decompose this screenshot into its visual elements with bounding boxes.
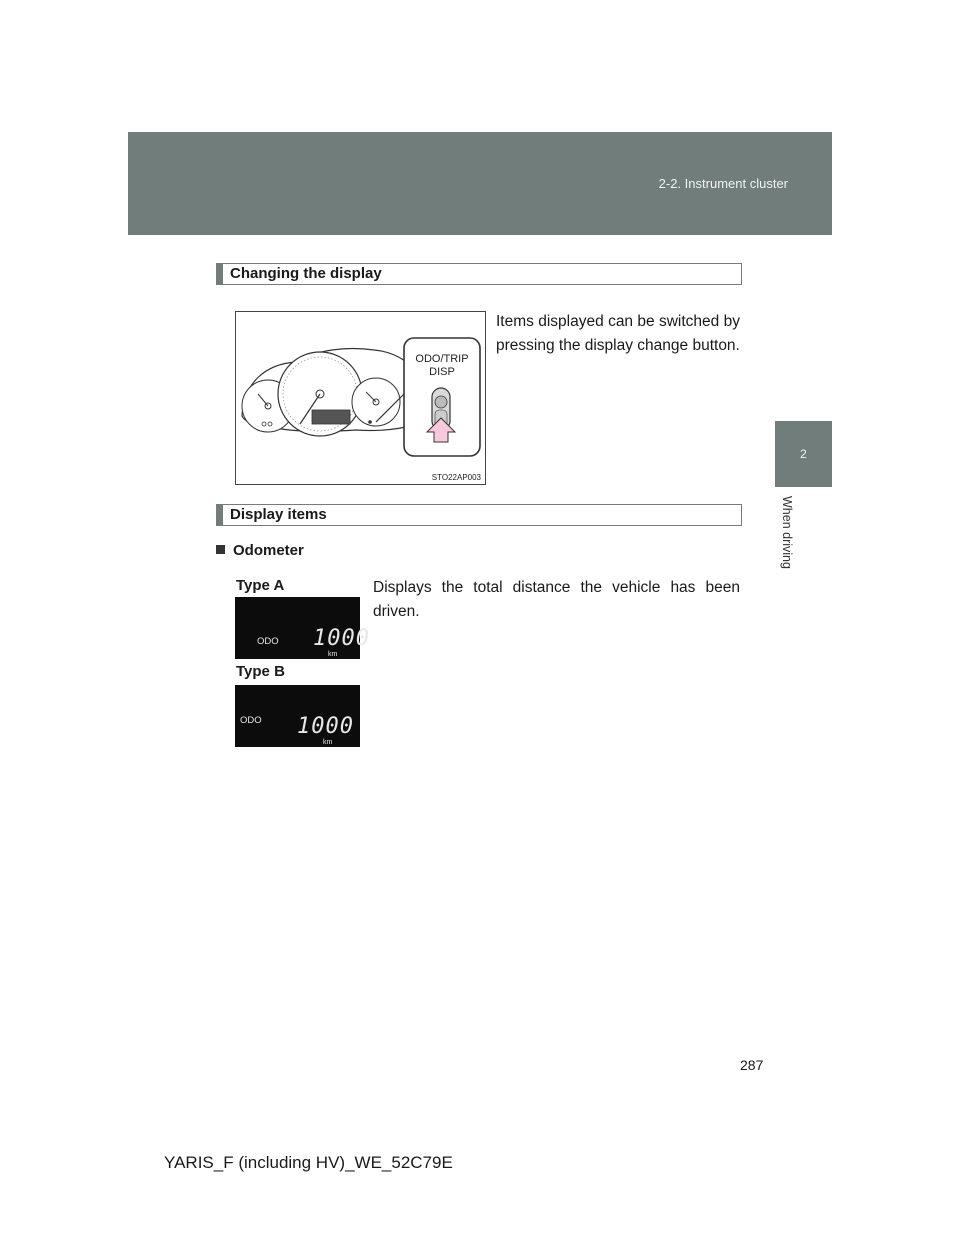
odometer-title: Odometer	[233, 542, 304, 559]
heading-display-items	[216, 504, 742, 526]
footer-document-id: YARIS_F (including HV)_WE_52C79E	[164, 1153, 453, 1172]
odometer-description: Displays the total distance the vehicle has been driven.	[373, 579, 740, 620]
odometer-display-type-b	[235, 685, 360, 747]
heading-accent-bar	[217, 505, 223, 525]
lcd-unit: km	[328, 651, 338, 658]
lcd-value: 1000	[313, 626, 370, 651]
odometer-display-type-a	[235, 597, 370, 659]
button-label-line1: ODO/TRIP	[415, 353, 469, 365]
section-label: 2-2. Instrument cluster	[658, 176, 788, 191]
square-bullet-icon	[216, 545, 225, 554]
instrument-cluster-illustration	[236, 312, 485, 484]
changing-display-body: Items displayed can be switched by pressing the display change button.	[496, 313, 740, 354]
heading-changing-display	[216, 263, 742, 285]
type-a-label: Type A	[236, 577, 285, 594]
page-number: 287	[740, 1057, 764, 1073]
heading-text: Display items	[230, 506, 327, 523]
figure-code: STO22AP003	[431, 473, 481, 482]
chapter-title-vertical	[776, 496, 798, 586]
chapter-title: When driving	[780, 496, 794, 569]
heading-accent-bar	[217, 264, 223, 284]
chapter-tab	[775, 421, 832, 487]
lcd-mode-label: ODO	[240, 715, 262, 726]
button-label-line2: DISP	[429, 366, 455, 378]
type-b-label: Type B	[236, 663, 285, 680]
odometer-subheading	[216, 542, 304, 559]
chapter-number: 2	[800, 447, 807, 461]
header-band	[128, 132, 832, 235]
lcd-value: 1000	[297, 714, 354, 739]
heading-text: Changing the display	[230, 265, 382, 282]
lcd-mode-label: ODO	[257, 636, 279, 647]
instrument-cluster-figure	[235, 311, 486, 485]
lcd-unit: km	[323, 739, 333, 746]
